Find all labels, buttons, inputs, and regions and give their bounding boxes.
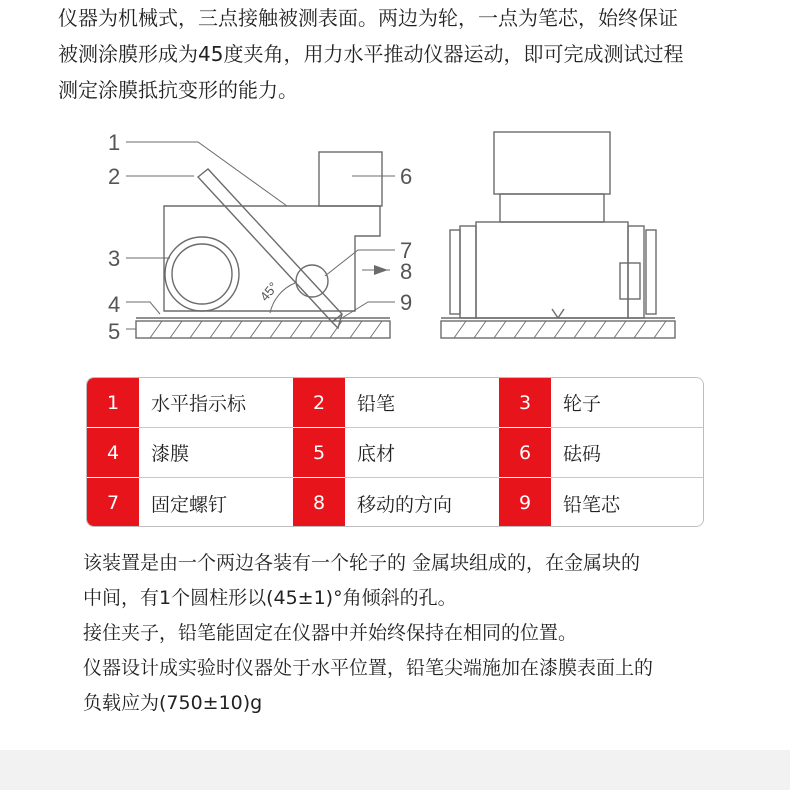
legend-num-5: 5	[293, 428, 345, 478]
callout-3: 3	[108, 246, 121, 271]
legend-label-8: 移动的方向	[345, 478, 499, 527]
angle-label: 45°	[256, 279, 281, 304]
intro-line-1: 仪器为机械式，三点接触被测表面。两边为轮，一点为笔芯，始终保证	[58, 6, 678, 30]
intro-line-3: 测定涂膜抵抗变形的能力。	[58, 78, 298, 102]
legend-label-7: 固定螺钉	[139, 478, 293, 527]
legend-num-2: 2	[293, 378, 345, 428]
legend-num-1: 1	[87, 378, 139, 428]
callout-1: 1	[108, 130, 121, 155]
weight-front	[494, 132, 610, 194]
description-line-2: 中间，有1个圆柱形以(45±1)°角倾斜的孔。	[83, 587, 457, 609]
legend-label-5: 底材	[345, 428, 499, 478]
callout-4: 4	[108, 292, 121, 317]
callout-6: 6	[400, 164, 413, 189]
description-line-3: 接住夹子，铅笔能固定在仪器中并始终保持在相同的位置。	[83, 622, 578, 644]
wheel-right-front	[628, 226, 644, 318]
wheel-right-rim	[646, 230, 656, 314]
legend-label-1: 水平指示标	[139, 378, 293, 428]
weight-side	[319, 152, 382, 206]
tester-diagram	[90, 118, 690, 358]
legend-label-9: 铅笔芯	[551, 478, 704, 527]
legend-num-9: 9	[499, 478, 551, 527]
legend-num-4: 4	[87, 428, 139, 478]
legend-label-2: 铅笔	[345, 378, 499, 428]
wheel-outer	[165, 237, 239, 311]
legend-table	[86, 377, 704, 527]
intro-text	[58, 0, 758, 108]
knob-front	[620, 263, 640, 299]
legend-num-8: 8	[293, 478, 345, 527]
callout-8: 8	[400, 259, 413, 284]
tester-body-front	[476, 222, 628, 318]
legend-num-6: 6	[499, 428, 551, 478]
wheel-left-front	[460, 226, 476, 318]
intro-line-2: 被测涂膜形成为45度夹角，用力水平推动仪器运动，即可完成测试过程	[58, 42, 684, 66]
callout-5: 5	[108, 319, 121, 344]
description-line-4: 仪器设计成实验时仪器处于水平位置，铅笔尖端施加在漆膜表面上的	[83, 657, 654, 679]
legend-label-4: 漆膜	[139, 428, 293, 478]
callout-7: 7	[400, 238, 413, 263]
description-text	[83, 546, 763, 721]
legend-num-7: 7	[87, 478, 139, 527]
neck-front	[500, 194, 604, 222]
description-line-5: 负载应为(750±10)g	[83, 692, 263, 714]
direction-arrow	[374, 265, 388, 275]
pencil-tip-front	[552, 309, 564, 318]
callout-2: 2	[108, 164, 121, 189]
footer-band	[0, 750, 790, 790]
description-line-1: 该装置是由一个两边各装有一个轮子的 金属块组成的，在金属块的	[83, 552, 641, 574]
legend-num-3: 3	[499, 378, 551, 428]
legend-label-3: 轮子	[551, 378, 704, 428]
legend-label-6: 砝码	[551, 428, 704, 478]
tester-diagram-svg	[90, 118, 690, 358]
wheel-inner	[172, 244, 232, 304]
wheel-left-rim	[450, 230, 460, 314]
callout-9: 9	[400, 290, 413, 315]
